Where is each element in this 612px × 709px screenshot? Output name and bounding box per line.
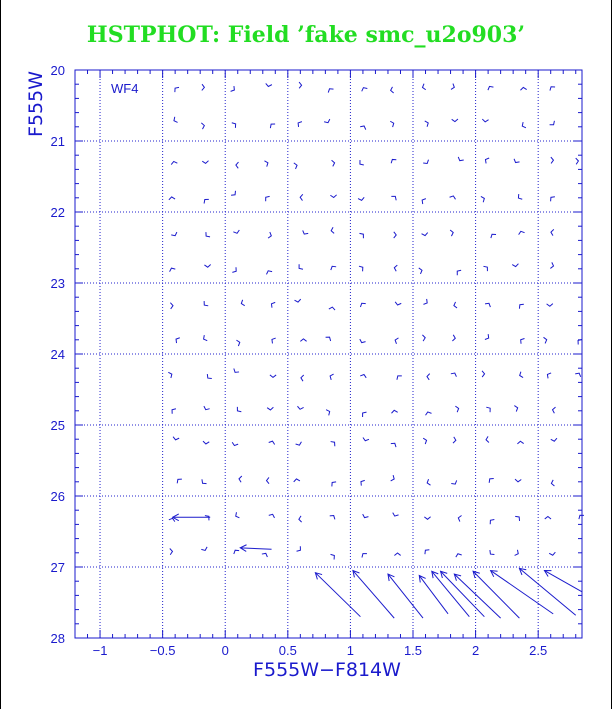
data-point-marker: [550, 262, 553, 268]
data-point-marker: [171, 232, 177, 236]
data-point-marker: [363, 514, 369, 518]
data-point-marker: [452, 335, 455, 341]
data-point-marker: [547, 304, 553, 307]
data-point-marker: [394, 553, 400, 556]
y-tick-label: 26: [50, 489, 65, 504]
vector-shaft: [353, 571, 394, 619]
data-point-marker: [241, 300, 244, 306]
data-point-marker: [360, 339, 366, 343]
data-point-marker: [425, 121, 428, 127]
data-point-marker: [458, 516, 461, 522]
data-point-marker: [514, 406, 517, 412]
data-point-marker: [266, 477, 269, 483]
data-point-marker: [359, 233, 363, 238]
data-point-marker: [262, 553, 268, 557]
data-point-marker: [519, 304, 523, 308]
data-point-marker: [422, 233, 428, 236]
data-point-marker: [330, 374, 334, 380]
data-point-marker: [515, 516, 519, 521]
data-point-marker: [518, 194, 522, 199]
data-point-marker: [458, 157, 463, 161]
vector-shaft: [240, 548, 271, 549]
x-tick-label: 0: [221, 643, 229, 658]
data-point-marker: [268, 232, 271, 238]
data-point-marker: [231, 86, 235, 91]
data-point-marker: [299, 516, 302, 522]
data-point-marker: [329, 307, 335, 310]
data-point-marker: [486, 407, 490, 412]
data-point-marker: [451, 84, 454, 90]
data-point-marker: [515, 550, 519, 556]
data-point-marker: [232, 123, 236, 128]
vector-shaft: [473, 571, 519, 618]
data-point-marker: [451, 373, 457, 377]
data-point-marker: [550, 87, 555, 91]
data-point-marker: [549, 552, 555, 555]
data-point-marker: [520, 87, 526, 90]
data-point-marker: [266, 83, 272, 86]
data-point-marker: [232, 442, 238, 445]
data-point-marker: [234, 369, 239, 373]
data-point-marker: [303, 230, 309, 234]
data-point-marker: [575, 373, 581, 377]
data-point-marker: [423, 299, 427, 304]
data-point-marker: [204, 301, 208, 306]
data-point-marker: [298, 122, 302, 127]
data-point-marker: [551, 157, 554, 163]
y-tick-label: 21: [50, 134, 65, 149]
data-point-marker: [203, 441, 209, 444]
data-point-marker: [490, 550, 495, 554]
data-point-marker: [485, 334, 489, 339]
data-point-marker: [486, 436, 489, 442]
data-point-marker: [551, 229, 554, 235]
data-point-marker: [362, 554, 367, 558]
data-point-marker: [522, 122, 526, 128]
data-point-marker: [545, 516, 551, 518]
data-point-marker: [358, 197, 364, 200]
data-point-marker: [391, 475, 395, 481]
grid-lines: [75, 70, 582, 638]
data-point-marker: [171, 161, 177, 164]
data-point-marker: [326, 337, 331, 341]
chart-title: HSTPHOT: Field ’fake smc_u2o903’: [86, 22, 526, 48]
data-point-marker: [553, 407, 556, 413]
x-tick-label: 2.5: [529, 643, 548, 658]
data-point-marker: [272, 338, 276, 343]
data-point-marker: [299, 264, 303, 269]
data-point-marker: [397, 376, 402, 380]
x-tick-label: 0.5: [278, 643, 297, 658]
data-point-marker: [206, 232, 210, 237]
data-point-marker: [520, 372, 523, 378]
data-point-marker: [270, 375, 276, 378]
data-point-marker: [485, 303, 490, 307]
data-point-marker: [300, 194, 303, 200]
data-point-marker: [360, 303, 365, 307]
data-point-marker: [296, 442, 302, 445]
data-point-marker: [234, 550, 239, 554]
data-point-marker: [331, 442, 335, 447]
data-point-marker: [359, 266, 363, 271]
data-point-marker: [233, 230, 239, 233]
data-point-marker: [204, 199, 209, 203]
data-point-marker: [207, 374, 211, 378]
y-axis-label: F555W: [25, 71, 47, 137]
y-tick-label: 24: [50, 347, 65, 362]
data-point-marker: [239, 476, 242, 482]
data-point-marker: [424, 517, 430, 520]
x-tick-label: 1.5: [403, 643, 423, 658]
data-point-marker: [205, 516, 209, 521]
data-point-marker: [514, 159, 519, 163]
data-point-marker: [360, 375, 366, 378]
vector-shaft: [419, 576, 448, 614]
y-tick-label: 22: [50, 205, 65, 220]
data-point-marker: [519, 231, 525, 234]
data-point-marker: [550, 121, 555, 125]
data-point-marker: [331, 227, 334, 233]
data-point-marker: [326, 410, 330, 416]
data-point-marker: [170, 268, 176, 272]
data-point-marker: [297, 406, 303, 409]
data-point-marker: [172, 409, 176, 414]
data-point-marker: [481, 196, 484, 202]
y-tick-label: 25: [50, 418, 65, 433]
data-point-marker: [490, 520, 494, 525]
small-markers: [168, 82, 584, 559]
data-point-marker: [294, 479, 300, 482]
data-point-marker: [391, 159, 396, 163]
data-point-marker: [394, 232, 397, 238]
x-tick-label: −1: [92, 643, 108, 658]
data-point-marker: [454, 302, 457, 308]
data-point-marker: [423, 160, 428, 164]
data-point-marker: [331, 554, 335, 559]
vector-shaft: [315, 573, 360, 617]
data-point-marker: [422, 84, 425, 90]
data-point-marker: [491, 234, 496, 238]
x-tick-label: −0.5: [149, 643, 176, 658]
data-point-marker: [201, 547, 207, 550]
data-point-marker: [294, 163, 297, 169]
y-tick-label: 20: [50, 63, 65, 78]
data-point-marker: [457, 270, 461, 275]
x-tick-label: 2: [471, 643, 480, 658]
data-point-marker: [419, 268, 422, 274]
data-point-marker: [202, 161, 208, 164]
data-point-marker: [269, 514, 275, 518]
data-point-marker: [427, 479, 430, 485]
data-point-marker: [395, 302, 401, 305]
data-point-marker: [390, 121, 393, 127]
data-point-marker: [266, 271, 272, 275]
data-point-marker: [551, 480, 554, 486]
data-point-marker: [232, 267, 236, 272]
vector-shaft: [432, 571, 470, 616]
data-point-marker: [301, 375, 304, 381]
data-point-marker: [267, 407, 273, 410]
data-point-marker: [176, 338, 180, 343]
data-point-marker: [204, 335, 208, 341]
panel-label: WF4: [111, 81, 139, 96]
data-point-marker: [266, 196, 270, 201]
x-tick-label: 1: [346, 643, 355, 658]
vector-shaft: [454, 574, 500, 618]
data-point-marker: [485, 158, 489, 163]
data-point-marker: [324, 119, 330, 123]
data-point-marker: [517, 441, 523, 444]
data-point-marker: [202, 479, 207, 483]
data-point-marker: [450, 230, 453, 236]
data-point-marker: [175, 87, 179, 92]
data-point-marker: [547, 373, 551, 378]
data-point-marker: [202, 84, 205, 90]
data-point-marker: [168, 372, 172, 378]
data-point-marker: [170, 549, 173, 555]
long-vectors: [173, 514, 582, 618]
data-point-marker: [264, 161, 267, 167]
data-point-marker: [300, 339, 306, 342]
data-point-marker: [330, 195, 336, 198]
data-point-marker: [330, 516, 335, 520]
data-point-marker: [297, 546, 301, 551]
data-point-marker: [422, 335, 425, 341]
data-point-marker: [455, 406, 458, 412]
data-point-marker: [489, 479, 494, 483]
data-point-marker: [332, 482, 336, 487]
data-point-marker: [177, 479, 182, 483]
data-point-marker: [543, 337, 546, 343]
data-point-marker: [361, 480, 365, 485]
data-point-marker: [201, 123, 204, 129]
vector-shaft: [388, 574, 423, 618]
data-point-marker: [451, 480, 456, 484]
axes: [51, 63, 582, 658]
data-point-marker: [453, 437, 456, 443]
data-point-marker: [236, 162, 239, 168]
y-tick-label: 23: [50, 276, 65, 291]
data-point-marker: [423, 438, 426, 444]
x-axis-label: F555W−F814W: [253, 659, 401, 681]
data-point-marker: [204, 265, 210, 268]
data-point-marker: [452, 119, 458, 122]
data-point-marker: [551, 438, 557, 441]
data-point-marker: [482, 119, 488, 122]
data-point-marker: [360, 126, 366, 130]
data-point-marker: [483, 266, 487, 271]
data-point-marker: [482, 371, 485, 377]
data-point-marker: [395, 338, 398, 344]
data-point-marker: [579, 515, 584, 519]
axes-box: [75, 70, 582, 638]
data-point-marker: [391, 443, 396, 447]
data-point-marker: [425, 550, 429, 554]
data-point-marker: [391, 410, 397, 413]
data-point-marker: [456, 554, 462, 557]
data-point-marker: [512, 264, 518, 267]
data-point-marker: [169, 518, 175, 521]
data-point-marker: [328, 89, 333, 93]
data-point-marker: [295, 299, 301, 302]
y-tick-label: 28: [50, 631, 65, 646]
data-point-marker: [426, 412, 432, 415]
data-point-marker: [231, 191, 235, 195]
vector-shaft: [544, 571, 582, 592]
data-point-marker: [391, 196, 396, 200]
data-point-marker: [521, 339, 525, 344]
y-tick-label: 27: [50, 560, 65, 575]
data-point-marker: [299, 82, 302, 88]
vector-shaft: [441, 571, 485, 616]
data-point-marker: [174, 117, 178, 123]
data-point-marker: [332, 160, 335, 166]
data-point-marker: [427, 374, 430, 380]
data-point-marker: [551, 197, 555, 202]
data-point-marker: [237, 407, 241, 412]
data-point-marker: [422, 199, 426, 204]
data-point-marker: [270, 124, 275, 128]
data-point-marker: [331, 266, 336, 270]
data-point-marker: [393, 513, 399, 516]
data-point-marker: [363, 437, 369, 440]
data-point-marker: [515, 479, 521, 482]
data-point-marker: [488, 86, 493, 90]
data-point-marker: [236, 340, 239, 346]
data-point-marker: [576, 158, 579, 164]
data-point-marker: [236, 512, 240, 518]
data-point-marker: [362, 88, 368, 92]
data-point-marker: [169, 197, 175, 200]
data-point-marker: [204, 406, 210, 410]
data-point-marker: [173, 437, 179, 440]
data-point-marker: [363, 412, 367, 417]
data-point-marker: [269, 441, 275, 444]
data-point-marker: [450, 196, 456, 199]
data-point-marker: [271, 302, 275, 307]
data-point-marker: [360, 160, 364, 165]
data-point-marker: [170, 303, 173, 309]
data-point-marker: [391, 87, 394, 93]
data-point-marker: [394, 265, 397, 271]
vector-shaft: [491, 571, 554, 614]
